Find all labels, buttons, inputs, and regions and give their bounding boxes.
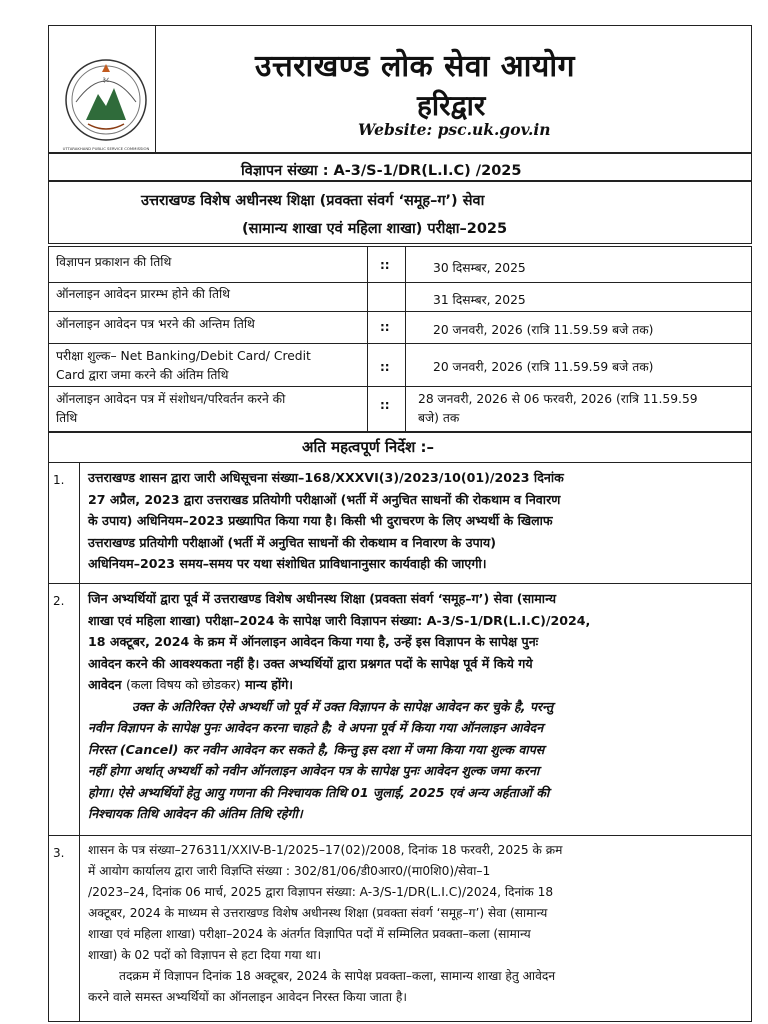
instruction-line: नहीं होगा अर्थात् अभ्यर्थी को नवीन ऑनलाइन आवेदन पत्र के सापेक्ष पुनः आवेदन शुल्क जमा करना [88, 763, 540, 778]
instruction-line: 18 अक्टूबर, 2024 के क्रम में ऑनलाइन आवेदन किया गया है, उन्हें इस विज्ञापन के सापेक्ष पुनः [88, 634, 539, 649]
instruction-line: करने वाले समस्त अभ्यर्थियों का ऑनलाइन आवेदन निरस्त किया जाता है। [88, 990, 407, 1004]
dates-table-col1 [367, 246, 368, 432]
instructions-number-col [79, 462, 80, 1022]
instructions-row-line [48, 835, 752, 836]
instruction-number: 3. [53, 846, 65, 860]
commission-logo [58, 50, 154, 156]
org-city: हरिद्वार [417, 89, 486, 122]
date-value-fee: 20 जनवरी, 2026 (रात्रि 11.59.59 बजे तक) [433, 360, 654, 374]
instruction-line: शाखा एवं महिला शाखा) परीक्षा–2024 के सापेक्ष जारी विज्ञापन संख्या: A-3/S-1/DR(L.I.C)/2024, [88, 612, 591, 628]
date-value-correction-line2: बजे) तक [418, 411, 460, 425]
instruction-line: शाखा एवं महिला शाखा) परीक्षा–2024 के अंतर्गत विज्ञापित पदों में सम्मिलित प्रवक्ता–कला (सामान्य [88, 927, 531, 941]
org-name: उत्तराखण्ड लोक सेवा आयोग [255, 49, 575, 84]
instruction-line: 27 अप्रैल, 2023 द्वारा उत्तराखड प्रतियोगी परीक्षाओं (भर्ती में अनुचित साधनों की रोकथाम व निवारण [88, 491, 561, 507]
instruction-line: शासन के पत्र संख्या–276311/XXIV-B-1/2025–17(02)/2008, दिनांक 18 फरवरी, 2025 के क्रम [88, 843, 563, 857]
instruction-item-2 [88, 588, 746, 825]
instruction-item-3 [88, 840, 746, 1008]
header-divider [155, 25, 156, 153]
date-label-fee-line2: Card द्वारा जमा करने की अंतिम तिथि [56, 368, 229, 382]
instruction-line: में आयोग कार्यालय द्वारा जारी विज्ञप्ति संख्या : 302/81/06/डी0आर0/(मा0शि0)/सेवा–1 [88, 864, 491, 878]
date-value-correction-line1: 28 जनवरी, 2026 से 06 फरवरी, 2026 (रात्रि 11.59.59 [418, 392, 698, 406]
instruction-line: तदक्रम में विज्ञापन दिनांक 18 अक्टूबर, 2024 के सापेक्ष प्रवक्ता–कला, सामान्य शाखा हेतु आवेदन [88, 969, 556, 983]
date-label-correction-line2: तिथि [56, 411, 78, 425]
date-value-publication: 30 दिसम्बर, 2025 [433, 261, 526, 275]
date-value-online-start: 31 दिसम्बर, 2025 [433, 293, 526, 307]
instruction-line: होगा। ऐसे अभ्यर्थियों हेतु आयु गणना की निश्चायक तिथि 01 जुलाई, 2025 एवं अन्य अर्हताओं की [88, 784, 550, 800]
instructions-heading-line [48, 462, 752, 463]
date-label-publication: विज्ञापन प्रकाशन की तिथि [56, 255, 172, 269]
dates-table-row-line [48, 311, 752, 312]
service-title-line2: (सामान्य शाखा एवं महिला शाखा) परीक्षा–2025 [242, 221, 508, 237]
instruction-text: आवेदन [88, 677, 126, 692]
instruction-line: शाखा) के 02 पदों को विज्ञापन से हटा दिया गया था। [88, 948, 322, 962]
date-separator: :: [380, 398, 390, 412]
date-label-fee-line1: परीक्षा शुल्क– Net Banking/Debit Card/ Credit [56, 349, 311, 363]
svg-text:UTTARAKHAND PUBLIC SERVICE COM: UTTARAKHAND PUBLIC SERVICE COMMISSION [62, 146, 150, 151]
instruction-text: मान्य होंगे। [240, 677, 294, 692]
service-title-line1: उत्तराखण्ड विशेष अधीनस्थ शिक्षा (प्रवक्ता संवर्ग ‘समूह–ग’) सेवा [141, 193, 485, 209]
instructions-row-line [48, 583, 752, 584]
instruction-line: नवीन विज्ञापन के सापेक्ष पुनः आवेदन करना चाहते है; वे अपना पूर्व में किया गया ऑनलाइन आवेदन [88, 720, 544, 735]
instruction-line: उत्तराखण्ड शासन द्वारा जारी अधिसूचना संख्या–168/XXXVI(3)/2023/10(01)/2023 दिनांक [88, 470, 564, 485]
instruction-line: /2023–24, दिनांक 06 मार्च, 2025 द्वारा विज्ञापन संख्या: A-3/S-1/DR(L.I.C)/2024, दिनांक 18 [88, 885, 554, 899]
instruction-line: निरस्त (Cancel) कर नवीन आवेदन कर सकते है, किन्तु इस दशा में जमा किया गया शुल्क वापस [88, 741, 545, 757]
date-label-correction-line1: ऑनलाइन आवेदन पत्र में संशोधन/परिवर्तन करने की [56, 392, 286, 406]
dates-table-col2 [405, 246, 406, 432]
dates-table-row-line [48, 386, 752, 387]
instruction-line: निश्चायक तिथि आवेदन की अंतिम तिथि रहेगी। [88, 806, 303, 821]
website-link[interactable]: Website: psc.uk.gov.in [358, 120, 551, 139]
svg-text:३८: ३८ [102, 76, 110, 84]
art-subject-exclusion: (कला विषय को छोडकर) [125, 677, 241, 692]
date-label-online-start: ऑनलाइन आवेदन प्रारम्भ होने की तिथि [56, 287, 231, 301]
instruction-number: 2. [53, 594, 65, 608]
date-label-last-date: ऑनलाइन आवेदन पत्र भरने की अन्तिम तिथि [56, 317, 255, 331]
instruction-line: अक्टूबर, 2024 के माध्यम से उत्तराखण्ड विशेष अधीनस्थ शिक्षा (प्रवक्ता संवर्ग ‘समूह–ग’) सेवा (सामान्य [88, 906, 548, 920]
instruction-line: आवेदन करने की आवश्यकता नहीं है। उक्त अभ्यर्थियों द्वारा प्रश्नगत पदों के सापेक्ष पूर्व में किये गये [88, 655, 533, 671]
date-separator: :: [380, 320, 390, 334]
date-value-last-date: 20 जनवरी, 2026 (रात्रि 11.59.59 बजे तक) [433, 323, 654, 337]
date-separator: :: [380, 360, 390, 374]
date-separator: :: [380, 258, 390, 272]
dates-table-row-line [48, 343, 752, 344]
dates-table-row-line [48, 282, 752, 283]
instruction-line: उक्त के अतिरिक्त ऐसे अभ्यर्थी जो पूर्व में उक्त विज्ञापन के सापेक्ष आवेदन कर चुके है, परन्तु [88, 698, 554, 714]
instruction-line: अधिनियम–2023 समय–समय पर यथा संशोधित प्राविधानानुसार कार्यवाही की जाएगी। [88, 556, 487, 571]
instruction-number: 1. [53, 473, 65, 487]
instruction-line: उत्तराखण्ड प्रतियोगी परीक्षाओं (भर्ती में अनुचित साधनों की रोकथाम व निवारण के उपाय) [88, 534, 496, 550]
instruction-item-1 [88, 467, 746, 575]
instructions-heading: अति महत्वपूर्ण निर्देश :– [302, 438, 435, 456]
instruction-line: के उपाय) अधिनियम–2023 प्रख्यापित किया गया है। किसी भी दुराचरण के लिए अभ्यर्थी के खिलाफ [88, 513, 553, 528]
instruction-line: जिन अभ्यर्थियों द्वारा पूर्व में उत्तराखण्ड विशेष अधीनस्थ शिक्षा (प्रवक्ता संवर्ग ‘समूह–ग’) सेवा (सामान्य [88, 591, 557, 606]
advertisement-number: विज्ञापन संख्या : A-3/S-1/DR(L.I.C) /2025 [241, 163, 522, 179]
instruction-line [88, 674, 746, 696]
